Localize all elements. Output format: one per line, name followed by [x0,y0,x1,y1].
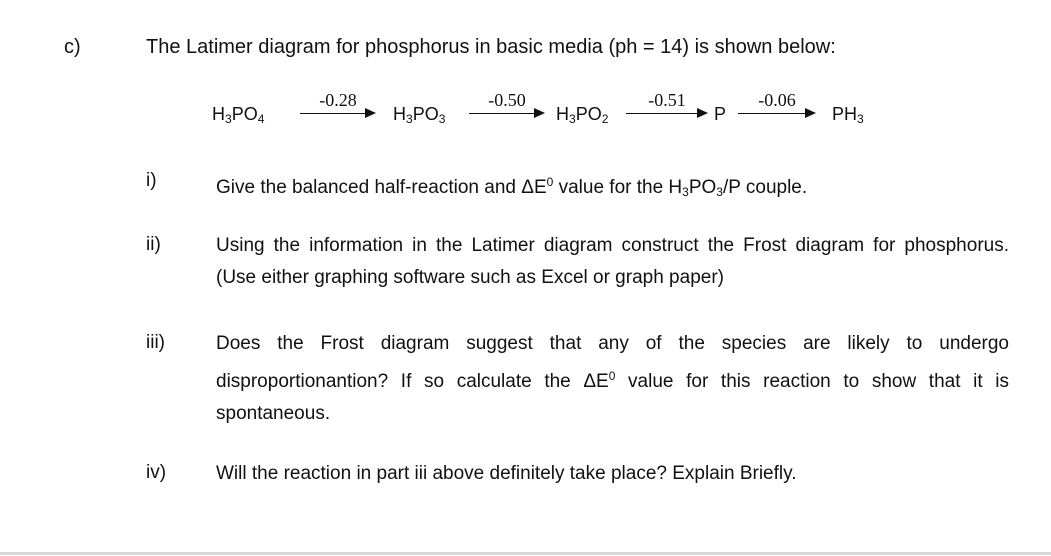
potential-label-3: -0.51 [648,90,686,110]
part-text-ii: Using the information in the Latimer diagram construct the Frost diagram for phosphorus. (Use either graphing software such as Excel or graph paper) [216,235,1009,288]
part-number-i: i) [146,170,157,191]
reduction-arrow-3 [626,86,708,132]
reduction-arrow-1 [300,86,376,132]
potential-label-4: -0.06 [758,90,796,110]
potential-label-1: -0.28 [319,90,357,110]
part-text-i: Give the balanced half-reaction and $\Delta E^0$ value for the $H_3PO_3/P$ couple. [216,175,808,199]
question-label: c) [64,36,81,58]
part-text-iii: Does the Frost diagram suggest that any of the species are likely to undergo disproportionantion? If so calculate the $\Delta E^0$ value for this reaction to show that it is spontaneous. [216,333,1009,424]
reduction-arrow-4 [738,86,816,132]
species-p: P [714,104,727,124]
species-h3po4: $H_3PO_4$ [212,104,265,126]
species-ph3: $PH_3$ [832,104,864,126]
species-h3po3: $H_3PO_3$ [393,104,446,126]
part-number-iii: iii) [146,332,165,353]
latimer-diagram [212,86,892,132]
bottom-divider [0,552,1051,555]
part-number-iv: iv) [146,462,167,483]
part-number-ii: ii) [146,234,161,255]
potential-label-2: -0.50 [488,90,526,110]
question-intro: The Latimer diagram for phosphorus in basic media (ph = 14) is shown below: [146,36,836,58]
species-h3po2: $H_3PO_2$ [556,104,609,126]
reduction-arrow-2 [469,86,545,132]
part-text-iv: Will the reaction in part iii above definitely take place? Explain Briefly. [216,463,797,484]
